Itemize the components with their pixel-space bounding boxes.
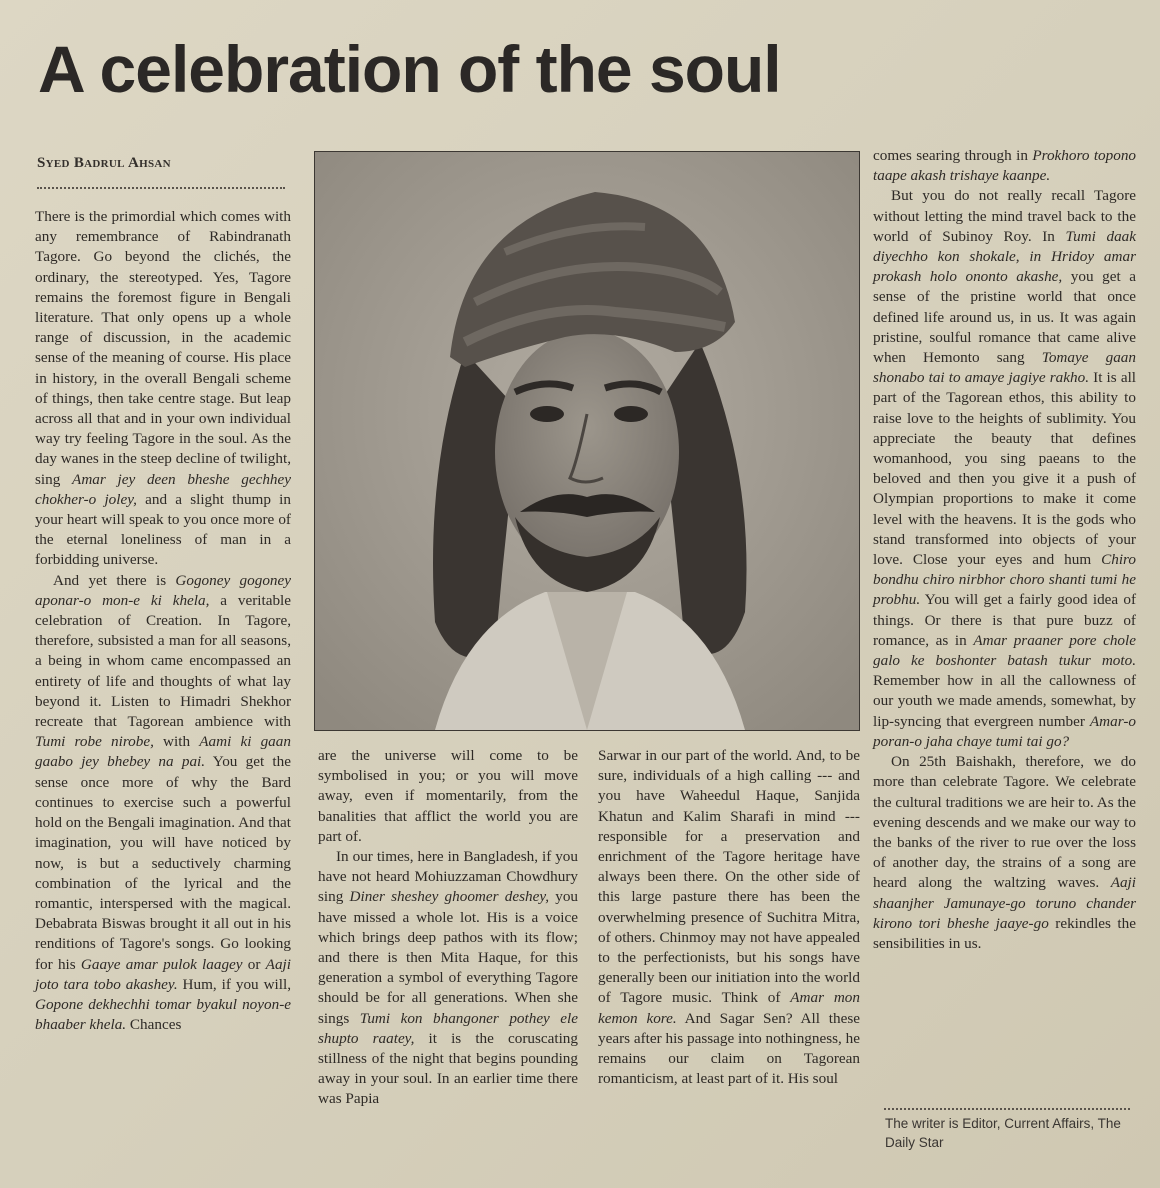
- footer-divider: [884, 1108, 1130, 1110]
- article-column-3: [598, 746, 860, 1089]
- paragraph: In our times, here in Bangladesh, if you have not heard Mohiuzzaman Chowdhury sing Diner sheshey ghoomer deshey, you have missed a whole lot. His is a voice which brings deep pathos with its flow; and there is then Mita Haque, for this generation a symbol of everything Tagore should be for all generations. When she sings Tumi kon bhangoner pothey ele shupto raatey, it is the coruscating stillness of the night that begins pounding away in your soul. In an earlier time there was Papia: [318, 848, 579, 1108]
- article-column-1: [35, 207, 291, 1035]
- paragraph: Sarwar in our part of the world. And, to be sure, individuals of a high calling --- and you have Waheedul Haque, Sanjida Khatun and Kalim Sharafi in mind --- responsible for a preservation and enrichment of the Tagore heritage have always been there. On the other side of this large pasture there has been the overwhelming presence of Suchitra Mitra, of others. Chinmoy may not have appealed to the perfectionists, but his songs have generally been our initiation into the world of Tagore music. Think of Amar mon kemon kore. And Sagar Sen? All these years after his passage into nothingness, he remains our claim on Tagorean romanticism, at least part of it. His soul: [598, 747, 860, 1088]
- byline: Syed Badrul Ahsan: [37, 155, 171, 171]
- article-column-4: [873, 146, 1136, 954]
- portrait-photo: [314, 151, 860, 731]
- paragraph: But you do not really recall Tagore without letting the mind travel back to the world of Subinoy Roy. In Tumi daak diyechho kon shokale, in Hridoy amar prokash holo ononto akashe, you get a sense of the pristine world that once defined life around us, in us. It was again pristine, soulful romance that came alive when Hemonto sang Tomaye gaan shonabo tai to amaye jagiye rakho. It is all part of the Tagorean ethos, this ability to raise love to the heights of sublimity. You appreciate the beauty that defines womanhood, you sing paeans to the beloved and then you give it a push of Olympian proportions to make it come level with the heavens. It is the gods who stand transformed into objects of your love. Close your eyes and hum Chiro bondhu chiro nirbhor choro shanti tumi he probhu. You will get a fairly good idea of things. Or there is that pure buzz of romance, as in Amar praaner pore chole galo ke boshonter batash tukur moto. Remember how in all the callowness of our youth we made amends, somewhat, by lip-syncing that evergreen number Amar-o poran-o jaha chaye tumi tai go?: [873, 187, 1137, 750]
- byline-divider: [37, 187, 285, 189]
- paragraph: And yet there is Gogoney gogoney aponar-o mon-e ki khela, a veritable celebration of Creation. In Tagore, therefore, subsisted a man for all seasons, a being in whom came encompassed an entirety of life and thoughts of what lay beyond it. Listen to Himadri Shekhor recreate that Tagorean ambience with Tumi robe nirobe, with Aami ki gaan gaabo jey bhebey na pai. You get the sense once more of why the Bard continues to exercise such a powerful hold on the Bengali imagination. And that imagination, you will have noticed by now, is but a seductively charming combination of the lyrical and the romantic, interspersed with the magical. Debabrata Biswas brought it all out in his renditions of Tagore's songs. Go looking for his Gaaye amar pulok laagey or Aaji joto tara tobo akashey. Hum, if you will, Gopone dekhechhi tomar byakul noyon-e bhaaber khela. Chances: [35, 571, 292, 1034]
- article-column-2: [318, 746, 578, 1110]
- paragraph: On 25th Baishakh, therefore, we do more than celebrate Tagore. We celebrate the cultural traditions we are heir to. As the evening descends and we make our way to the banks of the river to rue over the loss of another day, the strains of a song are heard along the waltzing waves. Aaji shaanjher Jamunaye-go toruno chander kirono tori bheshe jaaye-go rekindles the sensibilities in us.: [873, 753, 1136, 952]
- headline: A celebration of the soul: [38, 32, 781, 106]
- author-note: The writer is Editor, Current Affairs, The Daily Star: [885, 1116, 1121, 1150]
- portrait-photo-image: [315, 152, 859, 730]
- paragraph: There is the primordial which comes with any remembrance of Rabindranath Tagore. Go beyond the clichés, the ordinary, the stereotyped. Yes, Tagore remains the foremost figure in Bengali literature. That only opens up a whole range of discussion, in the academic sense of the meaning of course. His place in history, in the overall Bengali scheme of things, then take centre stage. But leap across all that and in your own individual way try feeling Tagore in the soul. As the day wanes in the steep decline of twilight, sing Amar jey deen bheshe gechhey chokher-o joley, and a slight thump in your heart will speak to you once more of the eternal loneliness of man in a forbidding universe.: [35, 208, 291, 569]
- paragraph: comes searing through in Prokhoro topono taape akash trishaye kaanpe.: [873, 147, 1137, 185]
- paragraph: are the universe will come to be symbolised in you; or you will move away, even if momentarily, from the banalities that afflict the world you are part of.: [318, 747, 578, 845]
